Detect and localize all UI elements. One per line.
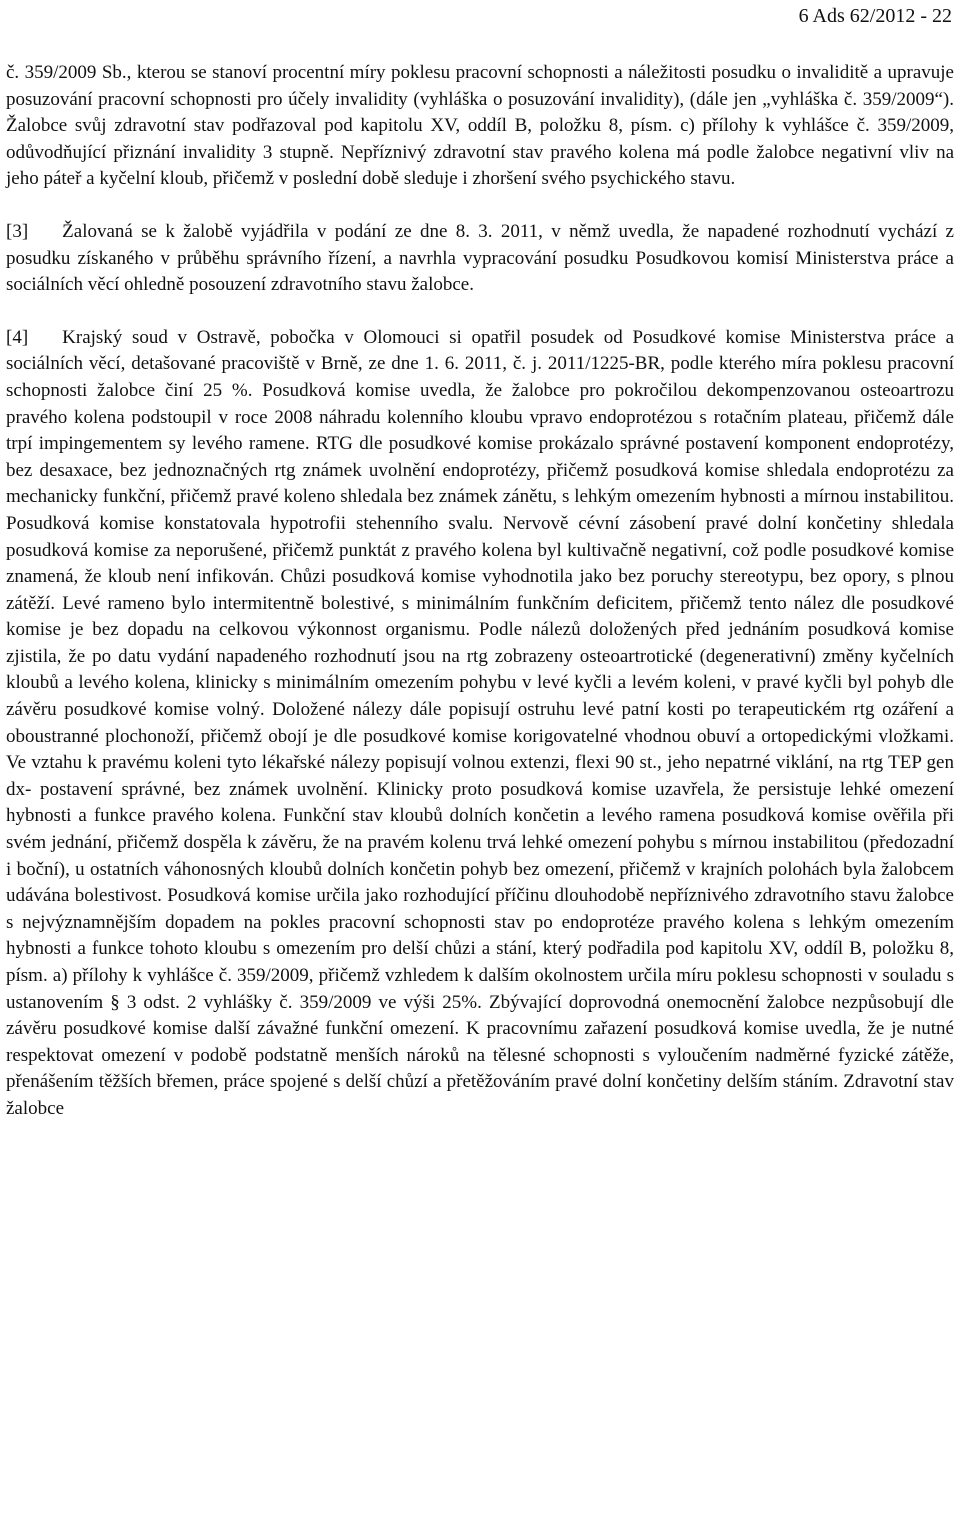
paragraph-continuation bbox=[6, 60, 954, 193]
paragraph-text: Žalovaná se k žalobě vyjádřila v podání ze dne 8. 3. 2011, v němž uvedla, že napadené rozhodnutí vychází z posudku získaného v průběhu správního řízení, a navrhla vypracování posudku Posudkovou komisí Ministerstva práce a sociálních věcí ohledně posouzení zdravotního stavu žalobce. bbox=[6, 220, 954, 296]
paragraph-3 bbox=[6, 219, 954, 299]
paragraph-number: [4] bbox=[6, 326, 29, 348]
document-body bbox=[6, 60, 954, 1123]
paragraph-text: č. 359/2009 Sb., kterou se stanoví procentní míry poklesu pracovní schopnosti a náležitosti posudku o invaliditě a upravuje posuzování pracovní schopnosti pro účely invalidity (vyhláška o posuzování invalidity), (dále jen „vyhláška č. 359/2009“). Žalobce svůj zdravotní stav podřazoval pod kapitolu XV, oddíl B, položku 8, písm. c) přílohy k vyhlášce č. 359/2009, odůvodňující přiznání invalidity 3 stupně. Nepříznivý zdravotní stav pravého kolena má podle žalobce negativní vliv na jeho páteř a kyčelní kloub, přičemž v poslední době sleduje i zhoršení svého psychického stavu. bbox=[6, 62, 954, 190]
paragraph-number: [3] bbox=[6, 220, 29, 242]
paragraph-4 bbox=[6, 325, 954, 1123]
paragraph-text: Krajský soud v Ostravě, pobočka v Olomouci si opatřil posudek od Posudkové komise Ministerstva práce a sociálních věcí, detašované pracoviště v Brně, ze dne 1. 6. 2011, č. j. 2011/1225-BR, podle kterého míra poklesu pracovní schopnosti žalobce činí 25 %. Posudková komise uvedla, že žalobce pro pokročilou dekompenzovanou osteoartrozu pravého kolena podstoupil v roce 2008 náhradu kolenního kloubu vpravo endoprotézou s rotačním plateau, přičemž dále trpí impingementem sy levého ramene. RTG dle posudkové komise prokázalo správné postavení komponent endoprotézy, bez desaxace, bez jednoznačných rtg známek uvolnění endoprotézy, přičemž posudková komise shledala endoprotézu za mechanicky funkční, přičemž pravé koleno shledala bez známek zánětu, s lehkým omezením hybnosti a mírnou instabilitou. Posudková komise konstatovala hypotrofii stehenního svalu. Nervově cévní zásobení pravé dolní končetiny shledala posudková komise za neporušené, přičemž punktát z pravého kolena byl kultivačně negativní, což podle posudkové komise znamená, že kloub není infikován. Chůzi posudková komise vyhodnotila jako bez poruchy stereotypu, bez opory, s plnou zátěží. Levé rameno bylo intermitentně bolestivé, s minimálním funkčním deficitem, přičemž tento nález dle posudkové komise je bez dopadu na celkovou výkonnost organismu. Podle nálezů doložených před jednáním posudková komise zjistila, že po datu vydání napadeného rozhodnutí jsou na rtg zobrazeny osteoartrotické (degenerativní) změny kyčelních kloubů a levého kolena, klinicky s minimálním omezením pohybu v levé kyčli a levém koleni, v pravé kyčli byl pohyb dle závěru posudkové komise volný. Doložené nálezy dále popisují ostruhu levé patní kosti po terapeutickém rtg ozáření a oboustranné plochonoží, přičemž obojí je dle posudkové komise korigovatelné vhodnou obuví a ortopedickými vložkami. Ve vztahu k pravému koleni tyto lékařské nálezy popisují volnou extenzi, flexi 90 st., jeho nepatrné viklání, na rtg TEP gen dx- postavení správné, bez známek uvolnění. Klinicky proto posudková komise uzavřela, že persistuje lehké omezení hybnosti a funkce pravého kolena. Funkční stav kloubů dolních končetin a levého ramena posudková komise ověřila při svém jednání, přičemž dospěla k závěru, že na pravém kolenu trvá lehké omezení pohybu s mírnou instabilitou (předozadní i boční), u ostatních váhonosných kloubů dolních končetin pohyb bez omezení, přičemž v krajních polohách byla žalobcem udávána bolestivost. Posudková komise určila jako rozhodující příčinu dlouhodobě nepříznivého zdravotního stavu žalobce s nejvýznamnějším dopadem na pokles pracovní schopnosti stav po endoprotéze pravého kolena s lehkým omezením hybnosti a funkce tohoto kloubu s omezením pro delší chůzi a stání, který podřadila pod kapitolu XV, oddíl B, položku 8, písm. a) přílohy k vyhlášce č. 359/2009, přičemž vzhledem k dalším okolnostem určila míru poklesu schopnosti v souladu s ustanovením § 3 odst. 2 vyhlášky č. 359/2009 ve výši 25%. Zbývající doprovodná onemocnění žalobce nezpůsobují dle závěru posudkové komise další závažné funkční omezení. K pracovnímu zařazení posudková komise uvedla, že je nutné respektovat omezení v podobě podstatně menších nároků na tělesné schopnosti s vyloučením nadměrné fyzické zátěže, přenášením těžších břemen, práce spojené s delší chůzí a přetěžováním pravé dolní končetiny delším stáním. Zdravotní stav žalobce bbox=[6, 326, 954, 1119]
case-reference: 6 Ads 62/2012 - 22 bbox=[798, 5, 952, 27]
